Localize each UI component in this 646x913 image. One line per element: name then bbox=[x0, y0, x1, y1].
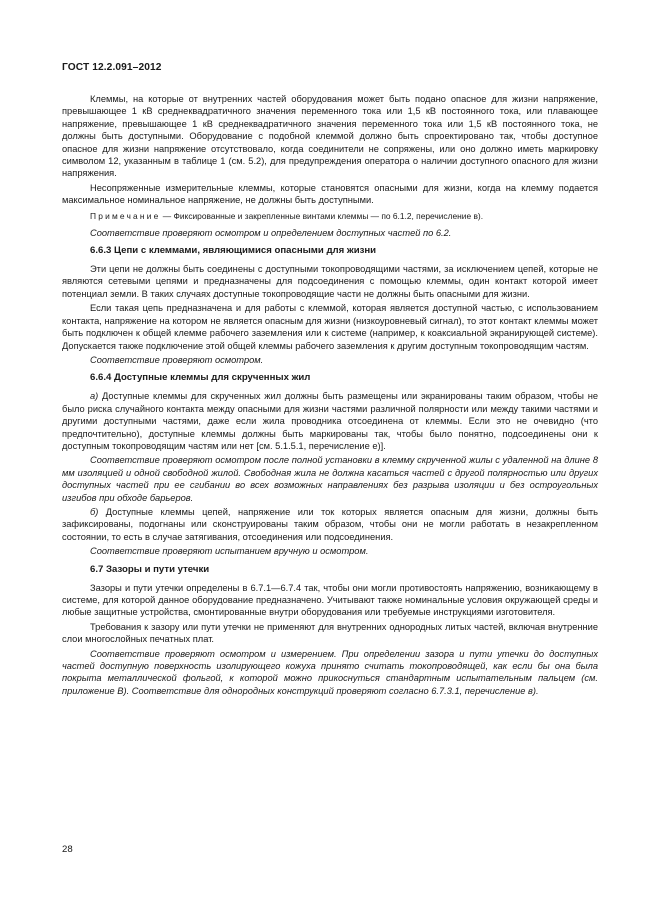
paragraph-unmated-terminals: Несопряженные измерительные клеммы, которые становятся опасными для жизни, когда на клемму подается максимальное номинальное напряжение, не должны быть доступными. bbox=[62, 182, 598, 206]
paragraph-low-level-signal: Если такая цепь предназначена и для работы с клеммой, которая является доступной частью, с использованием контакта, напряжение на котором не является опасным для жизни (низкоуровневый сигнал), то этот контакт клеммы может быть подключен к общей клемме рабочего заземления или к системе (например, к коаксиальной экранирующей системе). Допускается также подключение этой общей клеммы рабочего заземления к другим доступным токопроводящим частям. bbox=[62, 303, 598, 351]
compliance-check-3: Соответствие проверяют осмотром после полной установки в клемму скрученной жилы с удаленной на длине 8 мм изоляцией и одной свободной жилой. Свободная жила не должна касаться частей с другой полярностью или других доступных частей при ее сгибании во всех возможных направлениях без разрыва изоляции и без остроугольных изгибов при обходе барьеров. bbox=[62, 455, 598, 503]
paragraph-terminals-hazardous-voltage: Клеммы, на которые от внутренних частей оборудования может быть подано опасное для жизни напряжение, превышающее 1 кВ среднеквадратичного значения переменного тока или 1,5 кВ постоянного тока, или плавающее напряжение, превышающее 1 кВ среднеквадратичного значения переменного тока или 1,5 кВ постоянного тока, не должны быть доступными. Оборудование с подобной клеммой должно быть спроектировано так, чтобы доступное опасное для жизни напряжение отсутствовало, когда соединители не сопряжены, или оно должно иметь маркировку символом 12, указанным в таблице 1 (см. 5.2), для предупреждения оператора о наличии доступного опасного для жизни напряжения. bbox=[62, 94, 598, 179]
section-heading-6-7: 6.7 Зазоры и пути утечки bbox=[90, 563, 210, 575]
compliance-check-4: Соответствие проверяют испытанием вручную и осмотром. bbox=[90, 546, 369, 557]
paragraph-item-a bbox=[62, 390, 598, 452]
item-b-text: Доступные клеммы цепей, напряжение или ток которых является опасным для жизни, должны быть зафиксированы, подогнаны или сконструированы таким образом, чтобы они не могли работать в незакрепленном состоянии, то есть в случае затягивания, отсоединения или подсоединения. bbox=[62, 506, 598, 542]
paragraph-clearances-definition: Зазоры и пути утечки определены в 6.7.1—6.7.4 так, чтобы они могли противостоять напряжению, возникающему в системе, для которой данное оборудование предназначено. Учитывают также номинальные условия окружающей среды и любые защитные устройства, смонтированные внутри оборудования или требуемые инструкциями изготовителя. bbox=[62, 582, 598, 618]
document-body bbox=[62, 93, 598, 699]
note-text: — Фиксированные и закрепленные винтами клеммы — по 6.1.2, перечисление в). bbox=[160, 210, 484, 221]
compliance-check-5: Соответствие проверяют осмотром и измерением. При определении зазора и пути утечки до доступных частей доступную поверхность изолирующего кожуха принято считать токопроводящей, как если бы она была покрыта металлической фольгой, к которой можно прикоснуться стандартным испытательным пальцем (см. приложение В). Соответствие для однородных конструкций проверяют согласно 6.7.3.1, перечисление в). bbox=[62, 648, 598, 696]
section-heading-6-6-3: 6.6.3 Цепи с клеммами, являющимися опасными для жизни bbox=[90, 245, 377, 257]
document-code-header: ГОСТ 12.2.091–2012 bbox=[62, 62, 162, 73]
item-a-text: Доступные клеммы для скрученных жил должны быть размещены или экранированы таким образом, чтобы не было риска случайного контакта между опасными для жизни частями различной полярности или между такими частями и другими доступными частями, даже если жила проводника отсоединена от клеммы. Если это не очевидно (что предпочтительно), доступные клеммы должны быть маркированы так, чтобы было понятно, подсоединены они к доступным токопроводящим частям или нет [см. 5.1.5.1, перечисление е)]. bbox=[62, 391, 598, 451]
paragraph-circuits-not-connected: Эти цепи не должны быть соединены с доступными токопроводящими частями, за исключением цепей, которые не являются сетевыми цепями и предназначены для подсоединения с помощью клеммы, один контакт которой имеет потенциал земли. В таких случаях доступные токопроводящие части не должны быть опасными для жизни. bbox=[62, 264, 598, 299]
item-b-label: б) bbox=[90, 506, 99, 517]
compliance-check-2: Соответствие проверяют осмотром. bbox=[90, 354, 264, 365]
page-number: 28 bbox=[62, 844, 73, 855]
note bbox=[62, 211, 598, 222]
section-heading-6-6-4: 6.6.4 Доступные клеммы для скрученных жил bbox=[90, 372, 311, 384]
compliance-check-1: Соответствие проверяют осмотром и определением доступных частей по 6.2. bbox=[90, 227, 452, 238]
item-a-label: а) bbox=[90, 391, 99, 402]
note-label: Примечание bbox=[90, 210, 161, 221]
paragraph-item-b bbox=[62, 506, 598, 543]
paragraph-clearance-exceptions: Требования к зазору или пути утечки не применяют для внутренних однородных литых частей, включая внутренние слои многослойных печатных плат. bbox=[62, 621, 598, 645]
